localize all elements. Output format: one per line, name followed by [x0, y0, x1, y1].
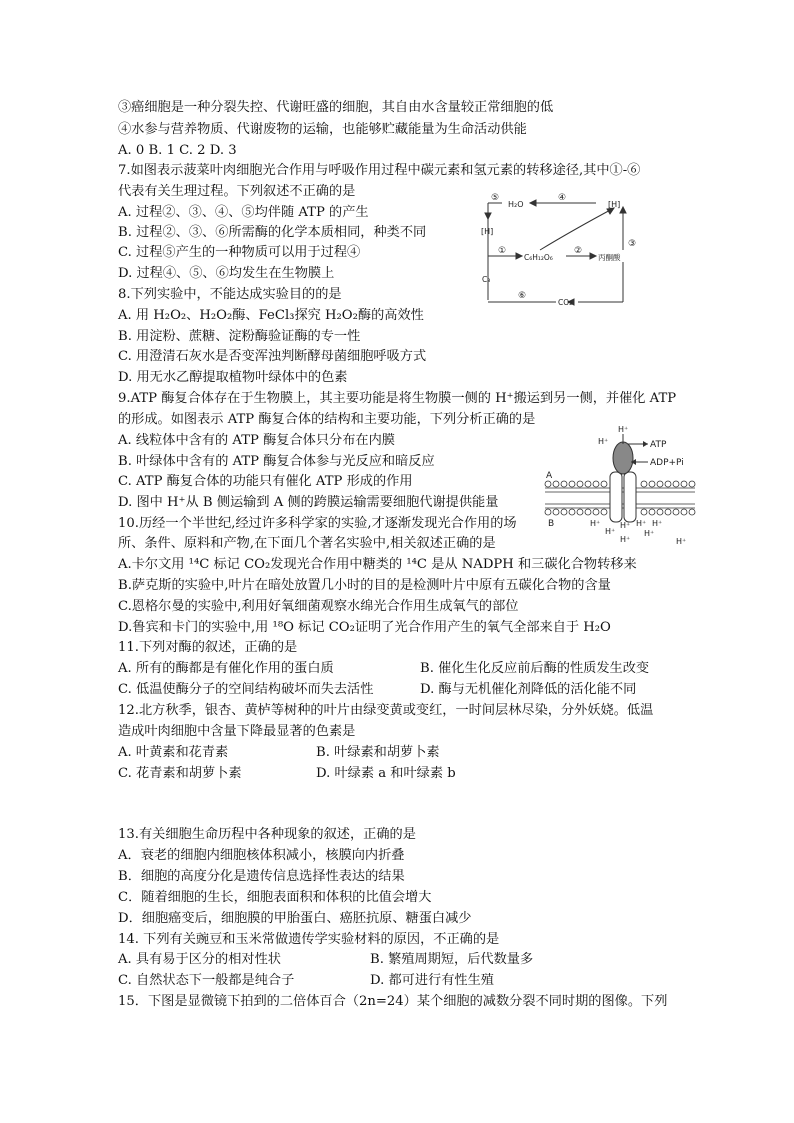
- q10-option-b: B.萨克斯的实验中,叶片在暗处放置几小时的目的是检测叶片中原有五碳化合物的含量: [118, 578, 611, 593]
- h-plus-bottom-3: H⁺: [620, 521, 631, 530]
- q6-options: A. 0 B. 1 C. 2 D. 3: [118, 143, 237, 158]
- q11-stem: 11.下列对酶的叙述，正确的是: [118, 640, 298, 655]
- side-b-label: B: [548, 519, 555, 529]
- q14-option-b: B. 繁殖周期短，后代数量多: [370, 952, 534, 967]
- q9-option-b: B. 叶绿体中含有的 ATP 酶复合体参与光反应和暗反应: [118, 454, 435, 469]
- q8-option-c: C. 用澄清石灰水是否变浑浊判断酵母菌细胞呼吸方式: [118, 349, 427, 364]
- q13-option-c: C．随着细胞的生长，细胞表面积和体积的比值会增大: [118, 890, 432, 905]
- step-6-label: ⑥: [518, 291, 527, 301]
- q12-option-d: D. 叶绿素 a 和叶绿素 b: [316, 766, 456, 781]
- q12-stem-line2: 造成叶肉细胞中含量下降最显著的色素是: [118, 724, 356, 739]
- step-1-label: ①: [498, 246, 507, 256]
- step-2-label: ②: [574, 246, 583, 256]
- q13-stem: 13.有关细胞生命历程中各种现象的叙述，正确的是: [118, 827, 416, 842]
- h-plus-bottom-5: H⁺: [652, 519, 663, 528]
- h-plus-top2-label: H⁺: [598, 437, 609, 446]
- q13-option-a: A．衰老的细胞内细胞核体积减小，核膜向内折叠: [118, 848, 405, 863]
- step-3-label: ③: [628, 239, 637, 249]
- q14-option-c: C. 自然状态下一般都是纯合子: [118, 973, 295, 988]
- q9-option-c: C. ATP 酶复合体的功能只有催化 ATP 形成的作用: [118, 474, 413, 489]
- q7-stem-line2: 代表有关生理过程。下列叙述不正确的是: [118, 184, 356, 199]
- q10-stem-line1: 10.历经一个半世纪,经过许多科学家的实验,才逐渐发现光合作用的场: [118, 516, 517, 531]
- q7-stem-line1: 7.如图表示菠菜叶肉细胞光合作用与呼吸作用过程中碳元素和氢元素的转移途径,其中①-⑥: [118, 163, 641, 178]
- q13-option-b: B．细胞的高度分化是遗传信息选择性表达的结果: [118, 869, 405, 884]
- q8-option-d: D. 用无水乙醇提取植物叶绿体中的色素: [118, 370, 348, 385]
- q10-stem-line2: 所、条件、原料和产物,在下面几个著名实验中,相关叙述正确的是: [118, 536, 496, 551]
- step-5-label: ⑤: [491, 193, 500, 203]
- q12-stem-line1: 12.北方秋季，银杏、黄栌等树种的叶片由绿变黄或变红，一时间层林尽染，分外妖娆。低温: [118, 703, 654, 718]
- q8-stem: 8.下列实验中，不能达成实验目的的是: [118, 287, 342, 302]
- q9-stem-line2: 的形成。如图表示 ATP 酶复合体的结构和主要功能，下列分析正确的是: [118, 412, 536, 427]
- q9-option-d: D. 图中 H⁺从 B 侧运输到 A 侧的跨膜运输需要细胞代谢提供能量: [118, 495, 499, 510]
- h-plus-bottom-4: H⁺: [636, 519, 647, 528]
- q8-option-a: A. 用 H₂O₂、H₂O₂酶、FeCl₃探究 H₂O₂酶的高效性: [118, 308, 424, 323]
- q15-stem: 15．下图是显微镜下拍到的二倍体百合（2n=24）某个细胞的减数分裂不同时期的图像。下列: [118, 994, 668, 1009]
- h-plus-bottom-7: H⁺: [676, 537, 687, 546]
- q10-option-c: C.恩格尔曼的实验中,利用好氧细菌观察水绵光合作用生成氧气的部位: [118, 599, 519, 614]
- co2-label: CO₂: [558, 298, 573, 307]
- q11-option-b: B. 催化生化反应前后酶的性质发生改变: [420, 661, 650, 676]
- h-plus-bottom-8: H⁺: [620, 535, 631, 544]
- q12-option-c: C. 花青素和胡萝卜素: [118, 766, 242, 781]
- q8-option-b: B. 用淀粉、蔗糖、淀粉酶验证酶的专一性: [118, 329, 361, 344]
- q11-option-c: C. 低温使酶分子的空间结构破坏而失去活性: [118, 682, 374, 697]
- q12-option-b: B. 叶绿素和胡萝卜素: [316, 745, 440, 760]
- h2o-label: H₂O: [508, 200, 524, 209]
- q7-option-d: D. 过程④、⑤、⑥均发生在生物膜上: [118, 266, 335, 281]
- q6-statement-4: ④水参与营养物质、代谢废物的运输，也能够贮藏能量为生命活动供能: [118, 122, 527, 137]
- h-plus-top-label: H⁺: [618, 425, 629, 434]
- q11-option-d: D. 酶与无机催化剂降低的活化能不同: [420, 682, 637, 697]
- q10-option-a: A.卡尔文用 ¹⁴C 标记 CO₂发现光合作用中糖类的 ¹⁴C 是从 NADPH 和三碳化合物转移来: [118, 557, 637, 572]
- adp-label: ADP+Pi: [650, 458, 684, 468]
- h-left-label: [H]: [481, 227, 494, 236]
- q7-option-b: B. 过程②、③、⑥所需酶的化学本质相同，种类不同: [118, 225, 427, 240]
- glucose-label: C₆H₁₂O₆: [524, 253, 553, 262]
- q7-option-c: C. 过程⑤产生的一种物质可以用于过程④: [118, 245, 361, 260]
- atp-label: ATP: [650, 440, 667, 450]
- q14-option-a: A. 具有易于区分的相对性状: [118, 952, 281, 967]
- q11-option-a: A. 所有的酶都是有催化作用的蛋白质: [118, 661, 334, 676]
- step-4-label: ④: [558, 193, 567, 203]
- q13-option-d: D．细胞癌变后，细胞膜的甲胎蛋白、癌胚抗原、糖蛋白减少: [118, 911, 472, 926]
- q6-statement-3: ③癌细胞是一种分裂失控、代谢旺盛的细胞，其自由水含量较正常细胞的低: [118, 100, 554, 115]
- h-plus-bottom-6: H⁺: [644, 529, 655, 538]
- q7-pathway-diagram: [478, 190, 658, 315]
- c3-label: C₃: [482, 275, 491, 284]
- side-a-label: A: [546, 471, 553, 481]
- q10-option-d: D.鲁宾和卡门的实验中,用 ¹⁸O 标记 CO₂证明了光合作用产生的氧气全部来自于 H₂O: [118, 620, 611, 635]
- h-top-label: [H]: [608, 200, 621, 209]
- q9-atp-synthase-diagram: [540, 422, 715, 547]
- q7-option-a: A. 过程②、③、④、⑤均伴随 ATP 的产生: [118, 205, 369, 220]
- q9-stem-line1: 9.ATP 酶复合体存在于生物膜上，其主要功能是将生物膜一侧的 H⁺搬运到另一侧，并催化 ATP: [118, 391, 677, 406]
- q9-option-a: A. 线粒体中含有的 ATP 酶复合体只分布在内膜: [118, 433, 395, 448]
- q12-option-a: A. 叶黄素和花青素: [118, 745, 229, 760]
- h-plus-bottom-2: H⁺: [605, 527, 616, 536]
- pyruvate-label: 丙酮酸: [598, 253, 621, 262]
- q14-option-d: D. 都可进行有性生殖: [370, 973, 494, 988]
- h-plus-bottom-1: H⁺: [590, 519, 601, 528]
- q14-stem: 14. 下列有关豌豆和玉米常做遗传学实验材料的原因，不正确的是: [118, 932, 500, 947]
